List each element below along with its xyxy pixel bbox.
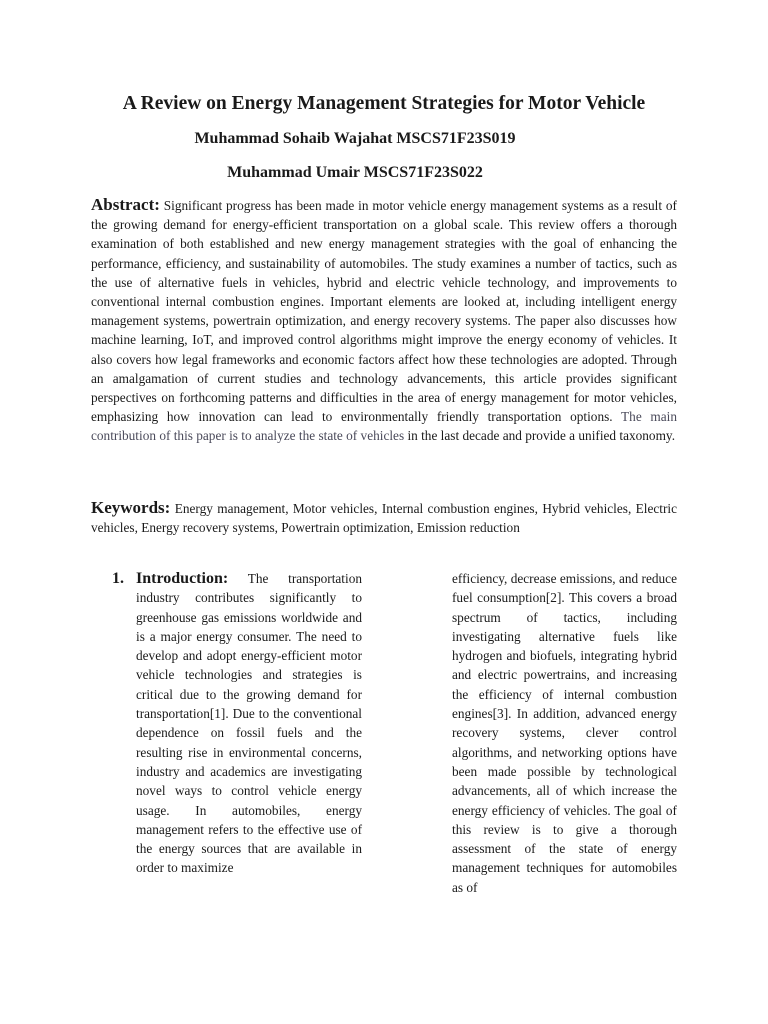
introduction-left-body: The transportation industry contributes significantly to greenhouse gas emissions worldwide and is a major energy consumer. The need to develop and adopt energy-efficient motor vehicle technologies and strategies is critical due to the growing demand for transportation[1]. Due to the conventional dependence on fossil fuels and the resulting rise in environmental concerns, industry and academics are investigating novel ways to control vehicle energy usage. In automobiles, energy management refers to the effective use of the energy sources that are available in order to maximize: [136, 571, 362, 876]
keywords-text: Energy management, Motor vehicles, Internal combustion engines, Hybrid vehicles, Electric vehicles, Energy recovery systems, Powertrain optimization, Emission reduction: [91, 501, 677, 536]
introduction-right-column: efficiency, decrease emissions, and reduce fuel consumption[2]. This covers a broad spectrum of tactics, including investigating alternative fuels like hydrogen and biofuels, integrating hybrid and electric powertrains, and increasing the efficiency of internal combustion engines[3]. In addition, advanced energy recovery systems, clever control algorithms, and networking options have been made possible by technological advancements, all of which increase the energy efficiency of vehicles. The goal of this review is to give a thorough assessment of the state of energy management techniques for automobiles as of: [452, 571, 677, 895]
author-2: Muhammad Umair MSCS71F23S022: [227, 164, 483, 181]
introduction-left-text: [136, 569, 362, 878]
paper-title: A Review on Energy Management Strategies for Motor Vehicle: [122, 93, 646, 114]
abstract-paragraph: [91, 195, 677, 446]
keywords-heading: Keywords:: [91, 498, 171, 517]
abstract-ending: in the last decade and provide a unified taxonomy.: [404, 428, 676, 444]
introduction-heading: Introduction:: [136, 570, 229, 587]
abstract-text: Significant progress has been made in motor vehicle energy management systems as a result of the growing demand for energy-efficient transportation on a global scale. This review offers a thorough examination of both established and new energy management strategies with the goal of enhancing the performance, efficiency, and sustainability of automobiles. The study examines a number of tactics, such as the use of alternative fuels in vehicles, hybrid and electric vehicle technology, and improvements to conventional internal combustion engines. Important elements are looked at, including intelligent energy management systems, powertrain optimization, and energy recovery systems. The paper also discusses how machine learning, IoT, and improved control algorithms might improve the energy economy of vehicles. It also covers how legal frameworks and economic factors affect how these technologies are adopted. Through an amalgamation of current studies and technology advancements, this article provides significant perspectives on forthcoming patterns and difficulties in the area of energy management for motor vehicles, emphasizing how innovation can lead to environmentally friendly transportation options.: [91, 198, 677, 425]
abstract-contribution: The main contribution of this paper is to analyze the state of vehicles: [91, 409, 677, 444]
section-number: 1.: [112, 570, 124, 587]
abstract-heading: Abstract:: [91, 195, 160, 214]
author-1: Muhammad Sohaib Wajahat MSCS71F23S019: [194, 130, 516, 147]
keywords-paragraph: [91, 498, 677, 537]
introduction-left-column: [112, 569, 362, 878]
